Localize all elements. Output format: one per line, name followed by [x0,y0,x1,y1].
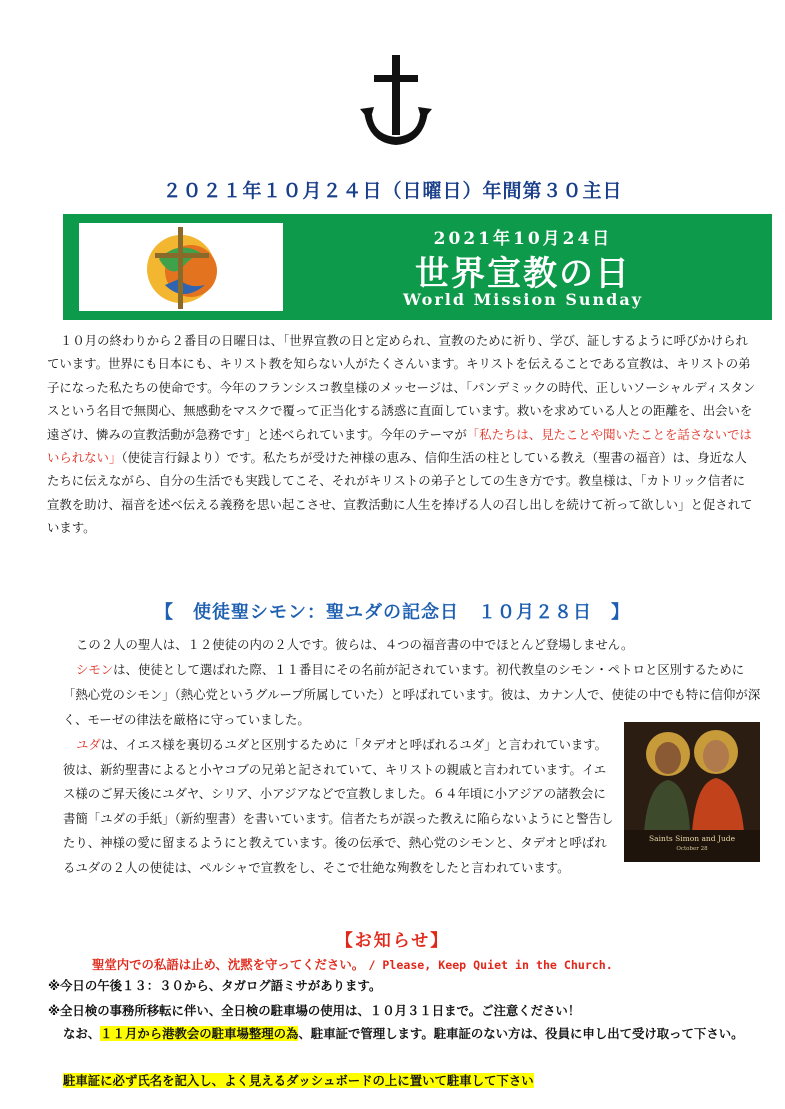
saints-icon-image [624,722,760,862]
banner-title: 世界宣教の日 [415,254,631,294]
theme-quote: 「私たちは、見たことや聞いたことを話さないではいられない」 [47,426,752,466]
banner-subtitle: World Mission Sunday [402,290,644,309]
saints-section-title: 【 使徒聖シモン：聖ユダの記念日 １０月２８日 】 [155,602,630,623]
anchor-icon [360,55,432,150]
quiet-notice [92,955,613,973]
parking2-pre: なお、 [63,1026,101,1041]
saints-intro [63,632,763,732]
tagalog-mass-notice: ※今日の午後１３：３０から、タガログ語ミサがあります。 [48,978,382,993]
simon-paragraph [63,657,763,732]
world-mission-banner [63,214,772,320]
date-heading: ２０２１年１０月２４日（日曜日）年間第３０主日 [162,180,623,202]
parking3-highlight: 駐車証に必ず氏名を記入し、よく見えるダッシュボードの上に置いて駐車して下さい [63,1073,534,1088]
parking-notice-2 [63,1023,753,1045]
simon-name: シモン [76,662,114,677]
quiet-en: / Please, Keep Quiet in the Church. [368,958,613,972]
parking-notice-3 [63,1071,534,1089]
intro-text-1: １０月の終わりから２番目の日曜日は、「世界宣教の日と定められ、宣教のために祈り、学び、証しするように呼びかけられています。世界にも日本にも、キリスト教を知らない人がたくさんいます。キリストを伝えることである宣教は、キリストの弟子になった私たちの使命です。今年のフランシスコ教皇様のメッセージは、「パンデミックの時代、正しいソーシャルディスタンスという名目で無関心、無感動をマスクで覆って正当化する誘惑に直面しています。救いを求めている人との距離を、出会いを遠ざけ、憐みの宣教活動が急務です」と述べられています。今年のテーマが [47,333,756,442]
parking2-highlight: １１月から港教会の駐車場整理の為 [100,1026,299,1041]
icon-date: October 28 [676,846,708,852]
jude-paragraph [63,733,618,881]
simon-text: は、使徒として選ばれた際、１１番目にその名前が記されています。初代教皇のシモン・ペトロと区別するために「熱心党のシモン」（熱心党というグループ所属していた）と呼ばれています。彼は、カナン人で、使徒の中でも特に信仰が深く、モーゼの律法を厳格に守っていました。 [63,662,761,727]
parking2-post: 、駐車証で管理します。駐車証のない方は、役員に申し出て受け取って下さい。 [298,1026,744,1041]
jude-section [63,733,618,881]
jude-text: は、イエス様を裏切るユダと区別するために「タデオと呼ばれるユダ」と言われています。彼は、新約聖書によると小ヤコブの兄弟と記されていて、キリストの親戚と言われています。イエス様のご昇天後にユダヤ、シリア、小アジアなどで宣教しました。６４年頃に小アジアの諸教会に書簡「ユダの手紙」（新約聖書）を書いています。信者たちが誤った教えに陥らないようにと警告したり、神様の愛に留まるようにと教えています。後の伝承で、熱心党のシモンと、タデオと呼ばれるユダの２人の使徒は、ペルシャで宣教をし、そこで壮絶な殉教をしたと言われています。 [63,737,614,875]
saints-p1: この２人の聖人は、１２使徒の内の２人です。彼らは、４つの福音書の中でほとんど登場しません。 [76,637,634,652]
intro-text-2: （使徒言行録より）です。私たちが受けた神様の恵み、信仰生活の柱としている教え（聖書の福音）は、身近な人たちに伝えながら、自分の生活でも実践してこそ、それがキリストの弟子としての生き方です。教皇様は、「カトリック信者に宣教を助け、福音を述べ伝える義務を思い起こさせ、宣教活動に人生を捧げる人の召し出しを続けて祈って欲しい」と促されています。 [47,450,753,536]
mission-logo [79,223,283,311]
parking-notice-1: ※全日検の事務所移転に伴い、全日検の駐車場の使用は、１０月３１日まで。ご注意ください！ [48,1003,581,1018]
notices-title: 【お知らせ】 [335,931,450,951]
jude-name: ユダ [76,737,101,752]
banner-date: 2021年10月24日 [433,229,613,249]
quiet-jp: 聖堂内での私語は止め、沈黙を守ってください。 [92,957,365,972]
intro-paragraph [47,329,757,540]
icon-caption: Saints Simon and Jude [648,834,736,843]
